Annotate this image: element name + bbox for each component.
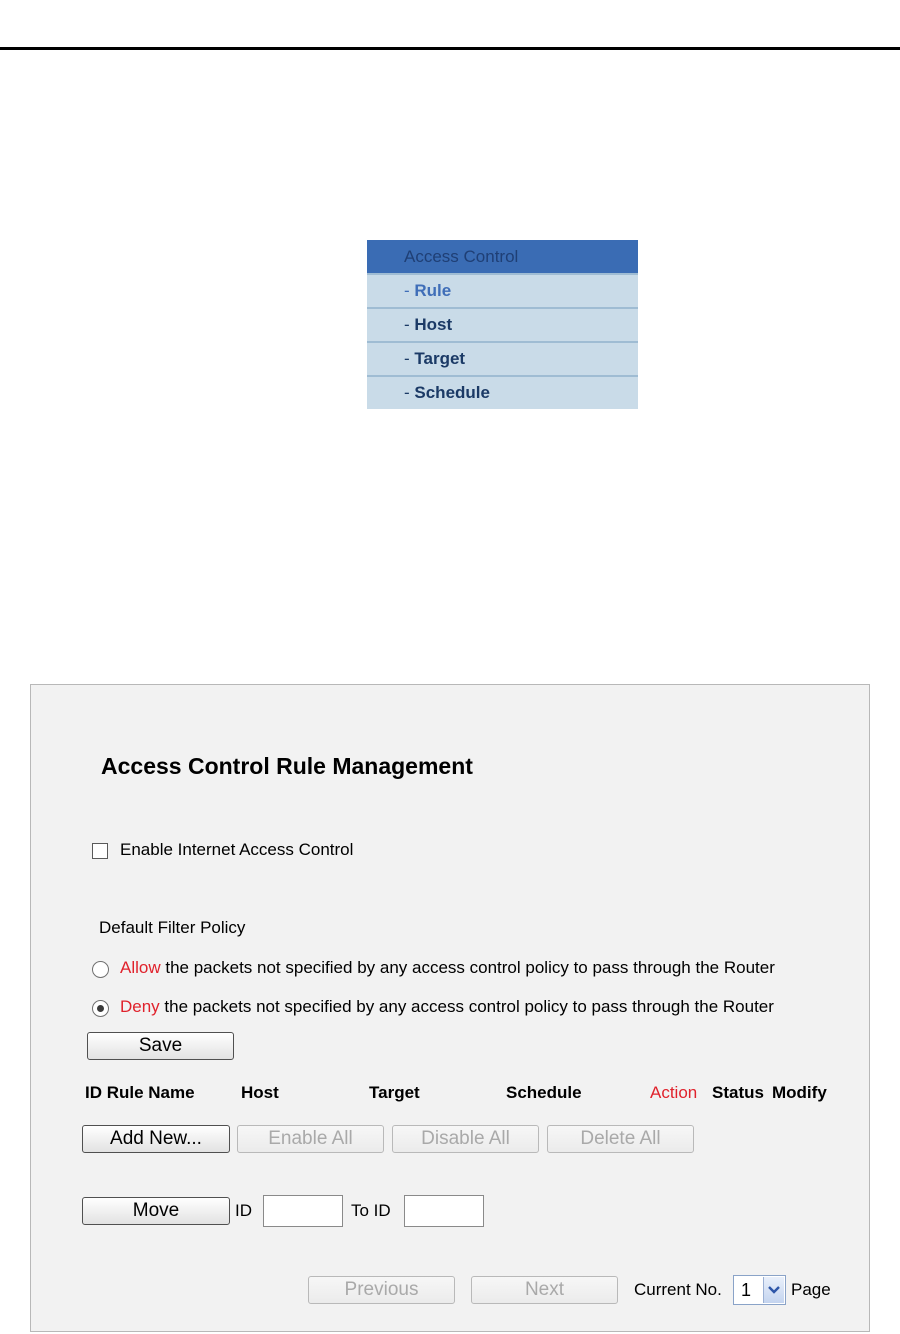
menu-item-label: Schedule bbox=[414, 383, 490, 402]
move-button[interactable]: Move bbox=[82, 1197, 230, 1225]
page-title: Access Control Rule Management bbox=[101, 753, 473, 779]
menu-header-access-control[interactable]: Access Control bbox=[367, 240, 638, 273]
enable-all-button[interactable]: Enable All bbox=[237, 1125, 384, 1153]
delete-all-button[interactable]: Delete All bbox=[547, 1125, 694, 1153]
column-id-rule-name: ID Rule Name bbox=[85, 1083, 195, 1102]
move-to-id-label: To ID bbox=[351, 1201, 391, 1220]
column-host: Host bbox=[241, 1083, 279, 1102]
menu-item-schedule[interactable] bbox=[367, 375, 638, 409]
allow-policy-radio[interactable] bbox=[92, 961, 109, 978]
save-button[interactable]: Save bbox=[87, 1032, 234, 1060]
column-modify: Modify bbox=[772, 1083, 827, 1102]
column-action: Action bbox=[650, 1083, 698, 1102]
column-target: Target bbox=[369, 1083, 420, 1102]
menu-item-dash: - bbox=[404, 349, 415, 368]
menu-item-dash: - bbox=[404, 315, 415, 334]
enable-access-control-label: Enable Internet Access Control bbox=[120, 840, 354, 859]
deny-description: the packets not specified by any access control policy to pass through the Router bbox=[159, 997, 774, 1016]
menu-item-label: Rule bbox=[414, 281, 452, 300]
chevron-down-icon[interactable] bbox=[763, 1277, 784, 1303]
allow-description: the packets not specified by any access control policy to pass through the Router bbox=[160, 958, 775, 977]
move-id-label: ID bbox=[235, 1201, 252, 1220]
add-new-button[interactable]: Add New... bbox=[82, 1125, 230, 1153]
current-no-label: Current No. bbox=[634, 1280, 722, 1299]
next-button[interactable]: Next bbox=[471, 1276, 618, 1304]
menu-item-dash: - bbox=[404, 281, 415, 300]
access-control-menu bbox=[367, 240, 638, 409]
current-page-select[interactable] bbox=[733, 1275, 786, 1305]
menu-item-rule[interactable] bbox=[367, 273, 638, 307]
move-to-id-input[interactable] bbox=[404, 1195, 484, 1227]
menu-item-label: Target bbox=[414, 349, 466, 368]
page-top-rule bbox=[0, 47, 900, 50]
deny-policy-text bbox=[120, 997, 774, 1017]
rule-management-panel bbox=[30, 684, 870, 1332]
allow-policy-text bbox=[120, 958, 775, 978]
deny-policy-radio[interactable] bbox=[92, 1000, 109, 1017]
menu-item-host[interactable] bbox=[367, 307, 638, 341]
menu-item-target[interactable] bbox=[367, 341, 638, 375]
column-status: Status bbox=[712, 1083, 764, 1102]
move-id-input[interactable] bbox=[263, 1195, 343, 1227]
disable-all-button[interactable]: Disable All bbox=[392, 1125, 539, 1153]
default-filter-policy-label: Default Filter Policy bbox=[99, 918, 246, 937]
current-page-value: 1 bbox=[741, 1280, 752, 1300]
page-label: Page bbox=[791, 1280, 831, 1299]
allow-keyword: Allow bbox=[120, 958, 161, 977]
menu-item-label: Host bbox=[414, 315, 453, 334]
deny-keyword: Deny bbox=[120, 997, 160, 1016]
previous-button[interactable]: Previous bbox=[308, 1276, 455, 1304]
enable-access-control-checkbox[interactable] bbox=[92, 843, 108, 859]
menu-item-dash: - bbox=[404, 383, 415, 402]
column-schedule: Schedule bbox=[506, 1083, 582, 1102]
